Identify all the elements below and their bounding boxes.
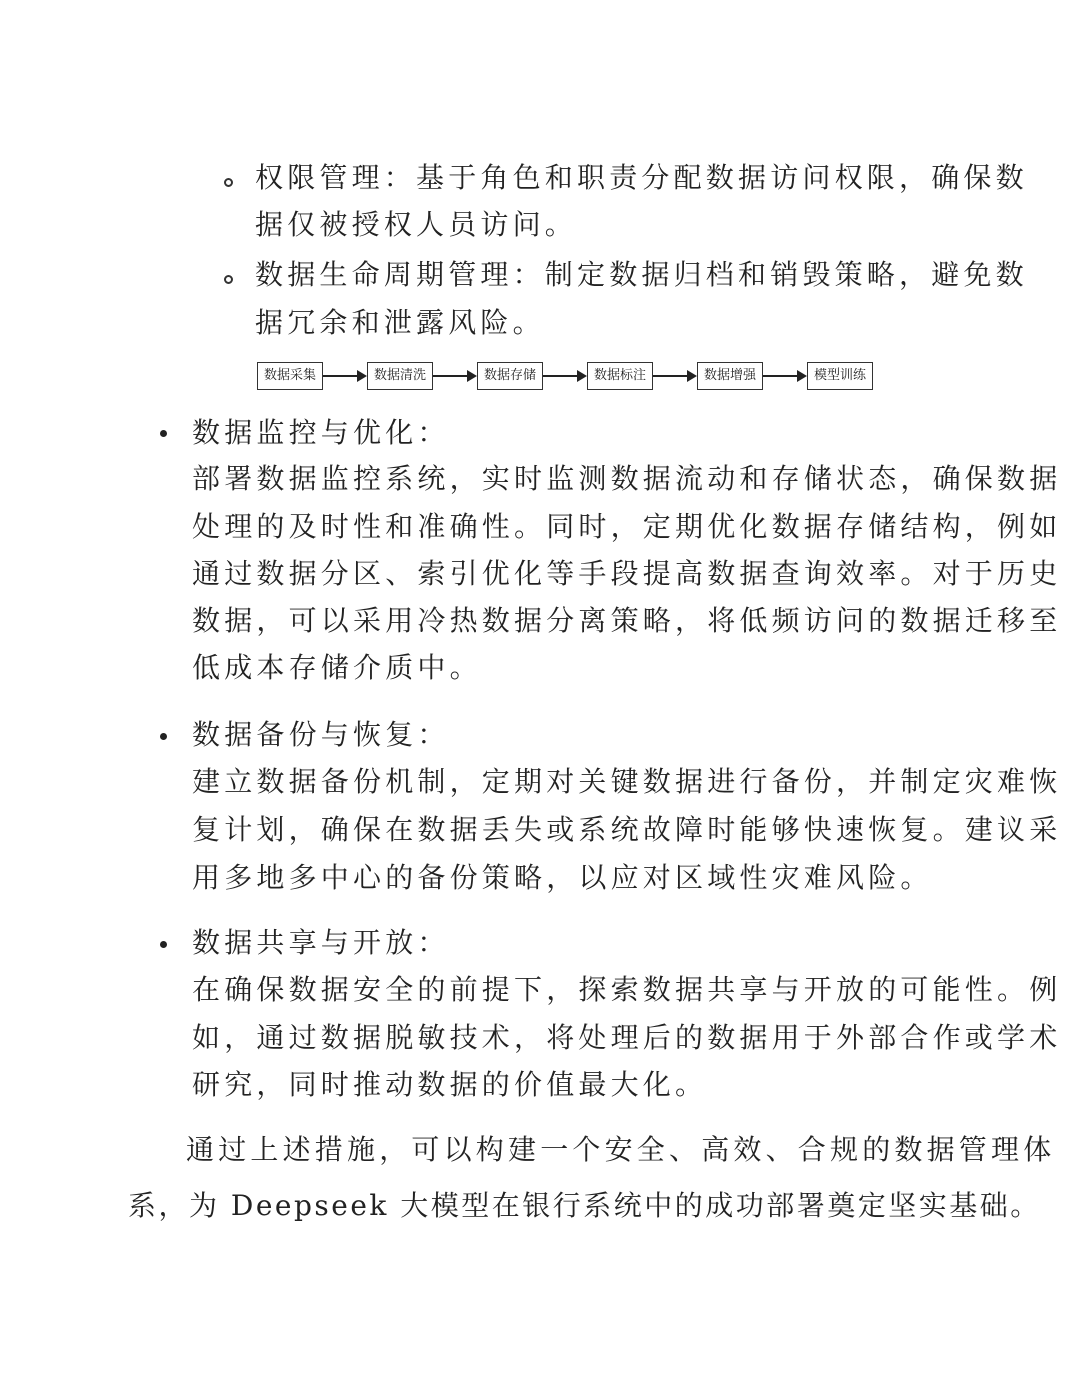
flow-step-box: 数据采集 — [257, 362, 323, 390]
flow-step-box: 数据标注 — [587, 362, 653, 390]
section-heading: 数据监控与优化： — [192, 416, 450, 449]
bullet-dot-icon — [160, 430, 167, 437]
right-arrow-icon — [323, 369, 367, 383]
sub-bullet-line: 数据生命周期管理：制定数据归档和销毁策略，避免数 — [255, 258, 1028, 291]
sub-bullet-line: 据仅被授权人员访问。 — [255, 208, 578, 241]
hollow-circle-bullet-icon — [224, 275, 233, 284]
section-body-line: 研究，同时推动数据的价值最大化。 — [192, 1068, 708, 1101]
flow-step-box: 数据增强 — [697, 362, 763, 390]
bullet-dot-icon — [160, 941, 167, 948]
conclusion-line: 通过上述措施，可以构建一个安全、高效、合规的数据管理体 — [186, 1133, 1056, 1166]
section-body-line: 处理的及时性和准确性。同时，定期优化数据存储结构，例如 — [192, 510, 1062, 543]
flow-step-box: 模型训练 — [807, 362, 873, 390]
section-body-line: 如，通过数据脱敏技术，将处理后的数据用于外部合作或学术 — [192, 1021, 1062, 1054]
right-arrow-icon — [543, 369, 587, 383]
section-heading: 数据共享与开放： — [192, 926, 450, 959]
section-body-line: 低成本存储介质中。 — [192, 651, 482, 684]
flow-step-box: 数据清洗 — [367, 362, 433, 390]
section-body-line: 部署数据监控系统，实时监测数据流动和存储状态，确保数据 — [192, 462, 1062, 495]
section-body-line: 在确保数据安全的前提下，探索数据共享与开放的可能性。例 — [192, 973, 1062, 1006]
section-body-line: 用多地多中心的备份策略，以应对区域性灾难风险。 — [192, 861, 933, 894]
right-arrow-icon — [433, 369, 477, 383]
section-body-line: 建立数据备份机制，定期对关键数据进行备份，并制定灾难恢 — [192, 765, 1062, 798]
section-body-line: 复计划，确保在数据丢失或系统故障时能够快速恢复。建议采 — [192, 813, 1062, 846]
section-body-line: 数据，可以采用冷热数据分离策略，将低频访问的数据迁移至 — [192, 604, 1062, 637]
bullet-dot-icon — [160, 733, 167, 740]
conclusion-line: 系，为 Deepseek 大模型在银行系统中的成功部署奠定坚实基础。 — [128, 1189, 1041, 1222]
sub-bullet-line: 据冗余和泄露风险。 — [255, 306, 545, 339]
right-arrow-icon — [653, 369, 697, 383]
flow-step-box: 数据存储 — [477, 362, 543, 390]
hollow-circle-bullet-icon — [224, 178, 233, 187]
section-heading: 数据备份与恢复： — [192, 718, 450, 751]
right-arrow-icon — [763, 369, 807, 383]
section-body-line: 通过数据分区、索引优化等手段提高数据查询效率。对于历史 — [192, 557, 1062, 590]
sub-bullet-line: 权限管理：基于角色和职责分配数据访问权限，确保数 — [255, 161, 1028, 194]
